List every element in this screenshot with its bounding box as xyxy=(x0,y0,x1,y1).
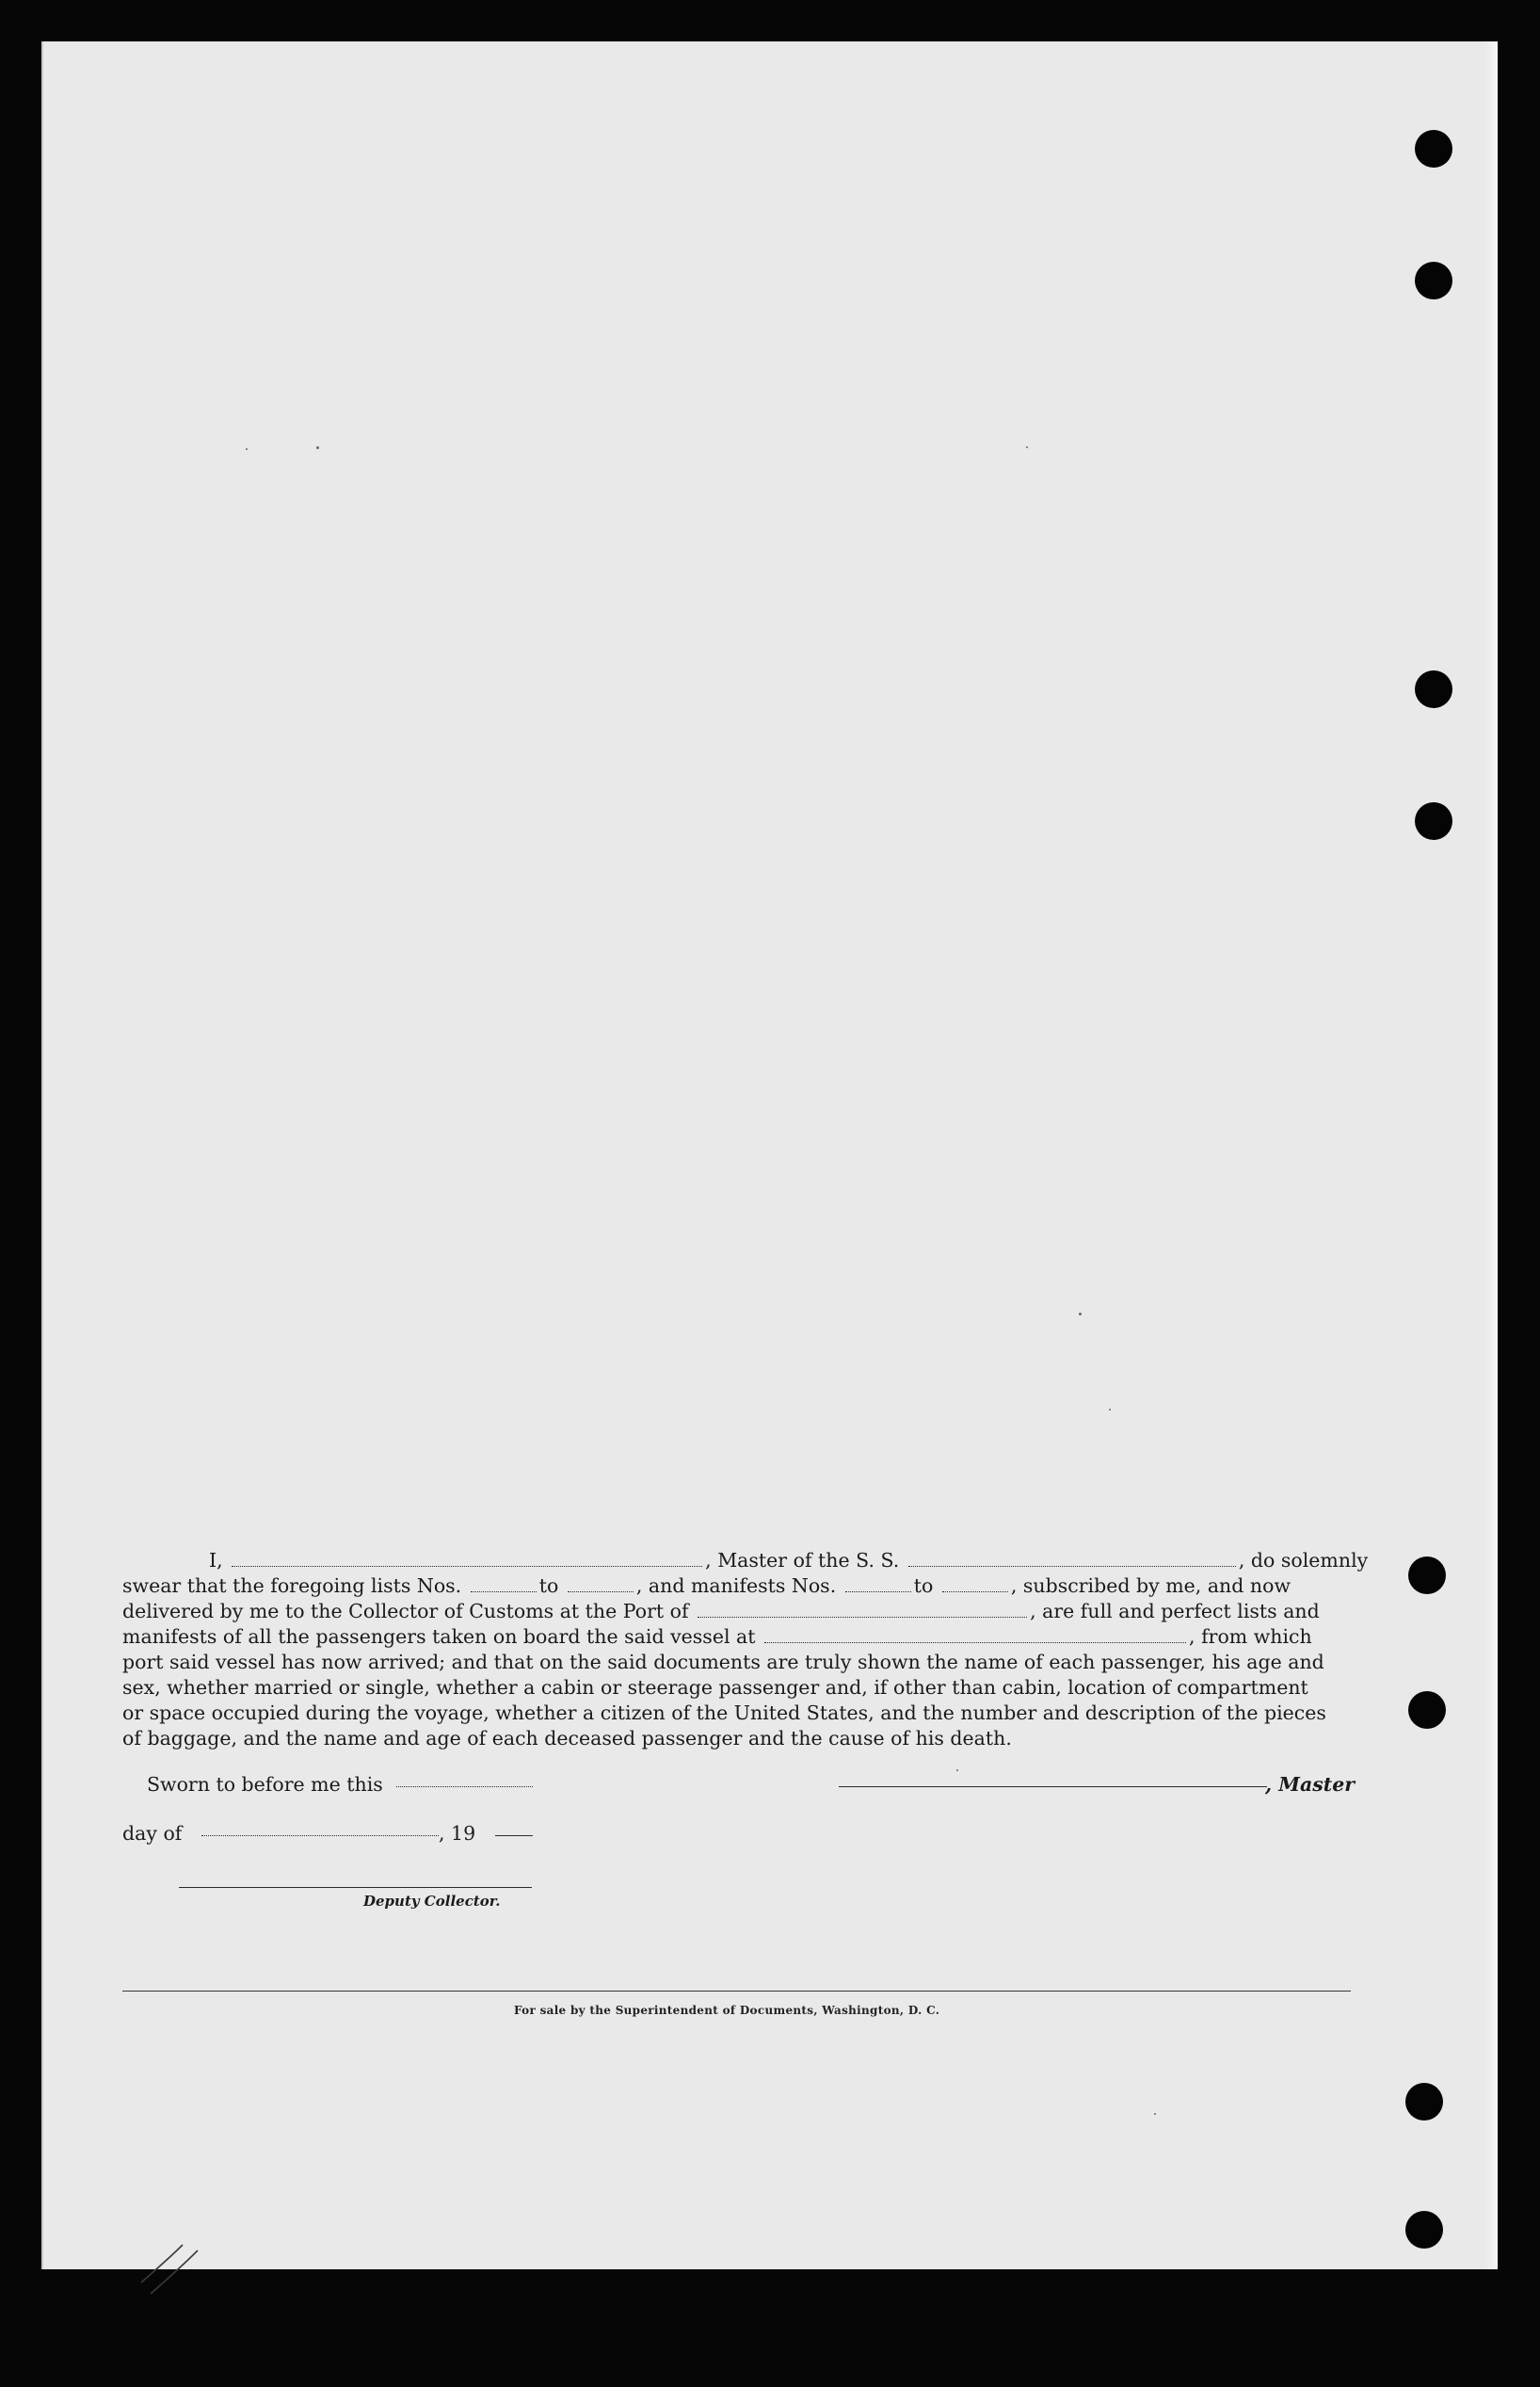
lists-to-field[interactable] xyxy=(568,1574,634,1592)
port-of-embarkation-field[interactable] xyxy=(764,1625,1186,1643)
oath-line-2: swear that the foregoing lists Nos. to , and manifests Nos. to , subscribed by me, and now xyxy=(122,1574,1291,1597)
month-field[interactable] xyxy=(201,1835,439,1836)
paper-speck xyxy=(1109,1409,1111,1411)
punch-hole xyxy=(1415,262,1452,299)
master-signature-line[interactable] xyxy=(839,1786,1267,1787)
oath-line-8: of baggage, and the name and age of each deceased passenger and the cause of his death. xyxy=(122,1727,1012,1750)
paper-speck xyxy=(1079,1313,1082,1315)
sworn-label: Sworn to before me this xyxy=(147,1773,383,1796)
paper-speck xyxy=(316,446,319,449)
manifests-from-field[interactable] xyxy=(845,1574,911,1592)
handwritten-mark xyxy=(137,2226,213,2301)
port-of-arrival-field[interactable] xyxy=(698,1600,1027,1618)
punch-hole xyxy=(1405,2211,1443,2249)
deputy-collector-signature-line[interactable] xyxy=(179,1887,532,1888)
paper-speck xyxy=(246,448,248,450)
punch-hole xyxy=(1408,1691,1446,1729)
sworn-day-field[interactable] xyxy=(396,1786,533,1787)
punch-hole xyxy=(1408,1556,1446,1594)
printer-imprint: For sale by the Superintendent of Documents, Washington, D. C. xyxy=(514,2004,940,2017)
oath-line-7: or space occupied during the voyage, whether a citizen of the United States, and the number and description of the pieces xyxy=(122,1702,1326,1724)
punch-hole xyxy=(1415,670,1452,708)
punch-hole xyxy=(1405,2083,1443,2121)
manifests-to-field[interactable] xyxy=(942,1574,1008,1592)
lists-from-field[interactable] xyxy=(471,1574,537,1592)
oath-line-6: sex, whether married or single, whether a cabin or steerage passenger and, if other than cabin, location of compartment xyxy=(122,1676,1308,1699)
year-field[interactable] xyxy=(495,1835,533,1836)
paper-speck xyxy=(1154,2113,1156,2115)
form-sheet xyxy=(41,41,1498,2269)
paper-speck xyxy=(1026,446,1028,448)
master-oath-paragraph xyxy=(122,1548,1431,1751)
oath-line-5: port said vessel has now arrived; and that on the said documents are truly shown the name of each passenger, his age and xyxy=(122,1651,1324,1673)
oath-line-4: manifests of all the passengers taken on board the said vessel at , from which xyxy=(122,1625,1312,1648)
oath-line-1: I, , Master of the S. S. , do solemnly xyxy=(209,1549,1369,1572)
punch-hole xyxy=(1415,130,1452,168)
master-label: , Master xyxy=(1265,1773,1356,1796)
day-of-label: day of xyxy=(122,1822,183,1845)
deputy-collector-label: Deputy Collector. xyxy=(363,1893,501,1910)
master-name-field[interactable] xyxy=(232,1549,702,1567)
punch-hole xyxy=(1415,802,1452,840)
year-prefix-label: , 19 xyxy=(439,1822,476,1845)
paper-speck xyxy=(956,1769,958,1771)
footer-rule xyxy=(122,1991,1351,1992)
ship-name-field[interactable] xyxy=(908,1549,1236,1567)
oath-line-3: delivered by me to the Collector of Customs at the Port of , are full and perfect lists and xyxy=(122,1600,1320,1622)
